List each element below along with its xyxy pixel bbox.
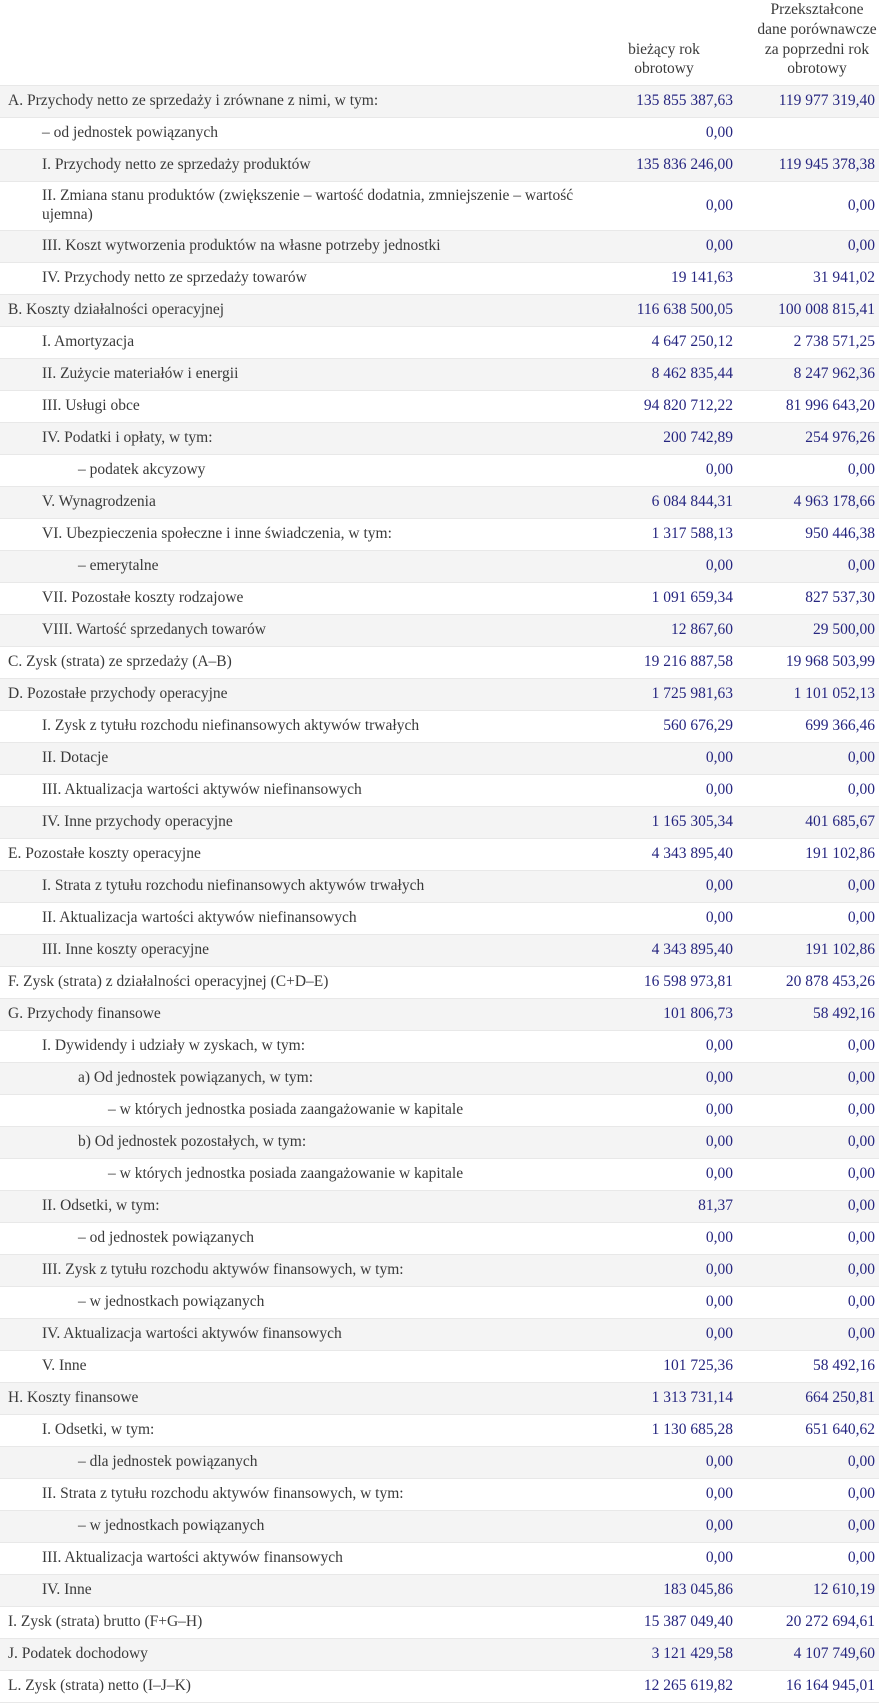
- row-label-cell: [0, 711, 595, 743]
- row-label-cell: [0, 615, 595, 647]
- row-label-cell: [0, 1479, 595, 1511]
- row-previous-year-value: 2 738 571,25: [737, 327, 879, 359]
- row-current-year-value: 16 598 973,81: [595, 967, 737, 999]
- row-label-cell: [0, 999, 595, 1031]
- row-previous-year-value: 0,00: [737, 775, 879, 807]
- row-label-cell: [0, 118, 595, 150]
- row-previous-year-value: 0,00: [737, 1255, 879, 1287]
- row-previous-year-value: 58 492,16: [737, 999, 879, 1031]
- row-previous-year-value: 0,00: [737, 1063, 879, 1095]
- row-label-cell: [0, 359, 595, 391]
- row-current-year-value: 15 387 049,40: [595, 1607, 737, 1639]
- row-previous-year-value: 699 366,46: [737, 711, 879, 743]
- row-label: IV. Inne: [42, 1581, 92, 1599]
- row-label: B. Koszty działalności operacyjnej: [8, 301, 225, 319]
- table-row: [0, 807, 879, 839]
- table-row: [0, 231, 879, 263]
- table-row: [0, 999, 879, 1031]
- header-label-column: [0, 0, 595, 86]
- row-current-year-value: 19 141,63: [595, 263, 737, 295]
- row-label: II. Dotacje: [42, 749, 109, 767]
- header-previous-year-line3: za poprzedni rok: [764, 40, 870, 58]
- row-current-year-value: 0,00: [595, 1287, 737, 1319]
- row-current-year-value: 116 638 500,05: [595, 295, 737, 327]
- row-label-cell: [0, 455, 595, 487]
- row-previous-year-value: 0,00: [737, 455, 879, 487]
- row-label: III. Usługi obce: [42, 397, 140, 415]
- row-label: – dla jednostek powiązanych: [78, 1453, 258, 1471]
- row-label: V. Inne: [42, 1357, 87, 1375]
- row-current-year-value: 94 820 712,22: [595, 391, 737, 423]
- table-row: [0, 1063, 879, 1095]
- row-label: V. Wynagrodzenia: [42, 493, 156, 511]
- row-previous-year-value: 0,00: [737, 1447, 879, 1479]
- row-previous-year-value: 58 492,16: [737, 1351, 879, 1383]
- table-row: [0, 551, 879, 583]
- row-label: I. Strata z tytułu rozchodu niefinansowych aktywów trwałych: [42, 877, 425, 895]
- row-label: III. Inne koszty operacyjne: [42, 941, 209, 959]
- row-label: – w których jednostka posiada zaangażowanie w kapitale: [108, 1101, 464, 1119]
- row-label-cell: [0, 551, 595, 583]
- table-row: [0, 839, 879, 871]
- row-previous-year-value: 0,00: [737, 1223, 879, 1255]
- table-row: [0, 1095, 879, 1127]
- table-row: [0, 359, 879, 391]
- row-previous-year-value: 0,00: [737, 1095, 879, 1127]
- row-previous-year-value: 4 107 749,60: [737, 1639, 879, 1671]
- row-label-cell: [0, 1383, 595, 1415]
- row-current-year-value: 1 317 588,13: [595, 519, 737, 551]
- row-current-year-value: 3 121 429,58: [595, 1639, 737, 1671]
- row-label-cell: [0, 1671, 595, 1703]
- row-label-cell: [0, 647, 595, 679]
- row-previous-year-value: 19 968 503,99: [737, 647, 879, 679]
- table-row: [0, 871, 879, 903]
- row-label: IV. Aktualizacja wartości aktywów finansowych: [42, 1325, 342, 1343]
- row-label: II. Strata z tytułu rozchodu aktywów finansowych, w tym:: [42, 1485, 404, 1503]
- row-label: – emerytalne: [78, 557, 159, 575]
- row-current-year-value: 12 265 619,82: [595, 1671, 737, 1703]
- row-current-year-value: 12 867,60: [595, 615, 737, 647]
- row-label-cell: [0, 1319, 595, 1351]
- row-label: I. Przychody netto ze sprzedaży produktów: [42, 156, 311, 174]
- row-previous-year-value: 31 941,02: [737, 263, 879, 295]
- row-current-year-value: 1 313 731,14: [595, 1383, 737, 1415]
- header-current-year-line2: obrotowy: [634, 60, 694, 78]
- row-label: III. Koszt wytworzenia produktów na własne potrzeby jednostki: [42, 237, 441, 255]
- row-label: VI. Ubezpieczenia społeczne i inne świadczenia, w tym:: [42, 525, 392, 543]
- header-previous-year-line2: dane porównawcze: [757, 20, 877, 38]
- row-current-year-value: 4 343 895,40: [595, 839, 737, 871]
- row-previous-year-value: 0,00: [737, 1127, 879, 1159]
- row-label: IV. Przychody netto ze sprzedaży towarów: [42, 269, 307, 287]
- row-label-cell: [0, 1415, 595, 1447]
- row-previous-year-value: 401 685,67: [737, 807, 879, 839]
- row-previous-year-value: 12 610,19: [737, 1575, 879, 1607]
- row-label: I. Odsetki, w tym:: [42, 1421, 155, 1439]
- row-previous-year-value: 950 446,38: [737, 519, 879, 551]
- table-row: [0, 583, 879, 615]
- table-row: [0, 1383, 879, 1415]
- row-label-cell: [0, 1639, 595, 1671]
- row-label: I. Zysk z tytułu rozchodu niefinansowych aktywów trwałych: [42, 717, 420, 735]
- row-current-year-value: 0,00: [595, 1447, 737, 1479]
- row-label: III. Aktualizacja wartości aktywów finansowych: [42, 1549, 343, 1567]
- table-row: [0, 1351, 879, 1383]
- row-previous-year-value: 0,00: [737, 1159, 879, 1191]
- row-label-cell: [0, 1447, 595, 1479]
- table-row: [0, 711, 879, 743]
- row-current-year-value: 8 462 835,44: [595, 359, 737, 391]
- row-previous-year-value: 16 164 945,01: [737, 1671, 879, 1703]
- row-label: III. Aktualizacja wartości aktywów niefinansowych: [42, 781, 362, 799]
- row-label-cell: [0, 871, 595, 903]
- row-label: D. Pozostałe przychody operacyjne: [8, 685, 228, 703]
- row-current-year-value: 0,00: [595, 743, 737, 775]
- row-label: C. Zysk (strata) ze sprzedaży (A–B): [8, 653, 232, 671]
- row-previous-year-value: 0,00: [737, 551, 879, 583]
- row-label-cell: [0, 1255, 595, 1287]
- row-label-cell: [0, 327, 595, 359]
- row-label: – od jednostek powiązanych: [42, 124, 219, 142]
- row-label-cell: [0, 1351, 595, 1383]
- row-current-year-value: 0,00: [595, 1543, 737, 1575]
- row-previous-year-value: 254 976,26: [737, 423, 879, 455]
- row-label-cell: [0, 1031, 595, 1063]
- row-label: VII. Pozostałe koszty rodzajowe: [42, 589, 244, 607]
- row-label-cell: [0, 231, 595, 263]
- row-label-cell: [0, 1191, 595, 1223]
- row-label-cell: [0, 1063, 595, 1095]
- table-row: [0, 1671, 879, 1703]
- row-current-year-value: 135 836 246,00: [595, 150, 737, 182]
- table-row: [0, 1127, 879, 1159]
- row-label: I. Amortyzacja: [42, 333, 135, 351]
- row-previous-year-value: 0,00: [737, 903, 879, 935]
- row-label-cell: [0, 1511, 595, 1543]
- row-label: I. Dywidendy i udziały w zyskach, w tym:: [42, 1037, 306, 1055]
- row-current-year-value: 0,00: [595, 775, 737, 807]
- row-current-year-value: 1 165 305,34: [595, 807, 737, 839]
- row-previous-year-value: 0,00: [737, 1543, 879, 1575]
- row-current-year-value: 0,00: [595, 182, 737, 231]
- row-label-cell: [0, 86, 595, 118]
- row-label: – podatek akcyzowy: [78, 461, 206, 479]
- row-label-cell: [0, 839, 595, 871]
- row-current-year-value: 560 676,29: [595, 711, 737, 743]
- row-label: – w których jednostka posiada zaangażowanie w kapitale: [108, 1165, 464, 1183]
- row-previous-year-value: 651 640,62: [737, 1415, 879, 1447]
- row-current-year-value: 0,00: [595, 455, 737, 487]
- row-label-cell: [0, 519, 595, 551]
- row-label: I. Zysk (strata) brutto (F+G–H): [8, 1613, 203, 1631]
- row-current-year-value: 6 084 844,31: [595, 487, 737, 519]
- row-label: IV. Inne przychody operacyjne: [42, 813, 233, 831]
- row-label: b) Od jednostek pozostałych, w tym:: [78, 1133, 307, 1151]
- row-previous-year-value: 0,00: [737, 231, 879, 263]
- row-label-cell: [0, 967, 595, 999]
- row-previous-year-value: 191 102,86: [737, 935, 879, 967]
- table-row: [0, 615, 879, 647]
- row-previous-year-value: 0,00: [737, 1287, 879, 1319]
- row-label-cell: [0, 1575, 595, 1607]
- table-row: [0, 455, 879, 487]
- row-previous-year-value: 100 008 815,41: [737, 295, 879, 327]
- table-row: [0, 519, 879, 551]
- row-label: G. Przychody finansowe: [8, 1005, 161, 1023]
- table-row: [0, 743, 879, 775]
- row-label-cell: [0, 935, 595, 967]
- row-label: – w jednostkach powiązanych: [78, 1517, 265, 1535]
- table-row: [0, 327, 879, 359]
- table-row: [0, 967, 879, 999]
- row-label: H. Koszty finansowe: [8, 1389, 139, 1407]
- table-row: [0, 903, 879, 935]
- table-row: [0, 1447, 879, 1479]
- row-previous-year-value: 0,00: [737, 1031, 879, 1063]
- row-current-year-value: 183 045,86: [595, 1575, 737, 1607]
- row-current-year-value: 0,00: [595, 551, 737, 583]
- row-previous-year-value: 0,00: [737, 1511, 879, 1543]
- row-label-cell: [0, 1287, 595, 1319]
- table-header: [0, 0, 879, 86]
- row-previous-year-value: 0,00: [737, 743, 879, 775]
- row-current-year-value: 1 725 981,63: [595, 679, 737, 711]
- row-label: F. Zysk (strata) z działalności operacyjnej (C+D–E): [8, 973, 329, 991]
- table-row: [0, 1031, 879, 1063]
- row-label: – od jednostek powiązanych: [78, 1229, 255, 1247]
- row-current-year-value: 135 855 387,63: [595, 86, 737, 118]
- table-row: [0, 935, 879, 967]
- row-label-cell: [0, 1095, 595, 1127]
- row-label-cell: [0, 487, 595, 519]
- row-label: II. Zmiana stanu produktów (zwiększenie – wartość dodatnia, zmniejszenie – wartość ujemna): [42, 187, 574, 224]
- row-label-cell: [0, 583, 595, 615]
- row-label-cell: [0, 743, 595, 775]
- row-label-cell: [0, 263, 595, 295]
- table-row: [0, 1543, 879, 1575]
- table-row: [0, 775, 879, 807]
- row-current-year-value: 1 130 685,28: [595, 1415, 737, 1447]
- row-previous-year-value: 119 977 319,40: [737, 86, 879, 118]
- row-label-cell: [0, 1543, 595, 1575]
- row-label-cell: [0, 807, 595, 839]
- row-label-cell: [0, 775, 595, 807]
- row-current-year-value: 101 725,36: [595, 1351, 737, 1383]
- row-current-year-value: 1 091 659,34: [595, 583, 737, 615]
- row-current-year-value: 0,00: [595, 1127, 737, 1159]
- table-row: [0, 1223, 879, 1255]
- row-previous-year-value: 29 500,00: [737, 615, 879, 647]
- header-current-year-column: [595, 0, 737, 86]
- row-previous-year-value: [737, 118, 879, 150]
- table-row: [0, 679, 879, 711]
- row-current-year-value: 0,00: [595, 118, 737, 150]
- table-row: [0, 1319, 879, 1351]
- table-row: [0, 391, 879, 423]
- row-previous-year-value: 0,00: [737, 1191, 879, 1223]
- table-row: [0, 1191, 879, 1223]
- row-label-cell: [0, 679, 595, 711]
- header-previous-year-line4: obrotowy: [787, 60, 847, 78]
- table-row: [0, 1287, 879, 1319]
- table-row: [0, 182, 879, 231]
- row-current-year-value: 19 216 887,58: [595, 647, 737, 679]
- row-label-cell: [0, 391, 595, 423]
- row-previous-year-value: 0,00: [737, 871, 879, 903]
- row-previous-year-value: 8 247 962,36: [737, 359, 879, 391]
- table-row: [0, 1639, 879, 1671]
- row-previous-year-value: 827 537,30: [737, 583, 879, 615]
- row-current-year-value: 0,00: [595, 1063, 737, 1095]
- table-row: [0, 1159, 879, 1191]
- header-current-year-line1: bieżący rok: [628, 40, 700, 58]
- row-label: III. Zysk z tytułu rozchodu aktywów finansowych, w tym:: [42, 1261, 404, 1279]
- table-body: [0, 86, 879, 1703]
- row-label-cell: [0, 150, 595, 182]
- row-current-year-value: 0,00: [595, 1479, 737, 1511]
- row-current-year-value: 0,00: [595, 1319, 737, 1351]
- table-row: [0, 1575, 879, 1607]
- row-current-year-value: 0,00: [595, 1095, 737, 1127]
- row-previous-year-value: 4 963 178,66: [737, 487, 879, 519]
- row-current-year-value: 81,37: [595, 1191, 737, 1223]
- row-label-cell: [0, 1159, 595, 1191]
- row-current-year-value: 0,00: [595, 231, 737, 263]
- table-row: [0, 487, 879, 519]
- row-previous-year-value: 664 250,81: [737, 1383, 879, 1415]
- row-label-cell: [0, 1607, 595, 1639]
- row-previous-year-value: 20 878 453,26: [737, 967, 879, 999]
- row-current-year-value: 101 806,73: [595, 999, 737, 1031]
- row-label: a) Od jednostek powiązanych, w tym:: [78, 1069, 314, 1087]
- table-row: [0, 263, 879, 295]
- row-label: J. Podatek dochodowy: [8, 1645, 148, 1663]
- table-row: [0, 86, 879, 118]
- row-previous-year-value: 20 272 694,61: [737, 1607, 879, 1639]
- table-row: [0, 295, 879, 327]
- row-previous-year-value: 119 945 378,38: [737, 150, 879, 182]
- row-previous-year-value: 0,00: [737, 1479, 879, 1511]
- row-current-year-value: 0,00: [595, 1031, 737, 1063]
- row-previous-year-value: 0,00: [737, 182, 879, 231]
- table-row: [0, 423, 879, 455]
- row-label: VIII. Wartość sprzedanych towarów: [42, 621, 266, 639]
- row-current-year-value: 0,00: [595, 1223, 737, 1255]
- row-label: II. Zużycie materiałów i energii: [42, 365, 239, 383]
- row-label: II. Aktualizacja wartości aktywów niefinansowych: [42, 909, 357, 927]
- table-row: [0, 1607, 879, 1639]
- table-row: [0, 150, 879, 182]
- table-row: [0, 1415, 879, 1447]
- table-row: [0, 1255, 879, 1287]
- row-previous-year-value: 0,00: [737, 1319, 879, 1351]
- row-label-cell: [0, 295, 595, 327]
- header-previous-year-line1: Przekształcone: [770, 1, 864, 18]
- row-previous-year-value: 1 101 052,13: [737, 679, 879, 711]
- header-row: [0, 0, 879, 86]
- row-label-cell: [0, 1223, 595, 1255]
- row-current-year-value: 0,00: [595, 871, 737, 903]
- row-current-year-value: 0,00: [595, 1255, 737, 1287]
- row-current-year-value: 4 343 895,40: [595, 935, 737, 967]
- row-current-year-value: 0,00: [595, 1159, 737, 1191]
- table-row: [0, 647, 879, 679]
- row-label: IV. Podatki i opłaty, w tym:: [42, 429, 213, 447]
- row-label: – w jednostkach powiązanych: [78, 1293, 265, 1311]
- header-previous-year-column: [737, 0, 879, 86]
- table-row: [0, 1479, 879, 1511]
- row-previous-year-value: 191 102,86: [737, 839, 879, 871]
- row-label-cell: [0, 182, 595, 231]
- row-previous-year-value: 81 996 643,20: [737, 391, 879, 423]
- row-label: A. Przychody netto ze sprzedaży i zrównane z nimi, w tym:: [8, 92, 379, 110]
- row-current-year-value: 200 742,89: [595, 423, 737, 455]
- row-current-year-value: 0,00: [595, 903, 737, 935]
- row-label: II. Odsetki, w tym:: [42, 1197, 160, 1215]
- row-current-year-value: 0,00: [595, 1511, 737, 1543]
- table-row: [0, 1511, 879, 1543]
- row-label-cell: [0, 903, 595, 935]
- row-label-cell: [0, 423, 595, 455]
- row-label: E. Pozostałe koszty operacyjne: [8, 845, 201, 863]
- row-label-cell: [0, 1127, 595, 1159]
- row-current-year-value: 4 647 250,12: [595, 327, 737, 359]
- table-row: [0, 118, 879, 150]
- row-label: L. Zysk (strata) netto (I–J–K): [8, 1677, 191, 1695]
